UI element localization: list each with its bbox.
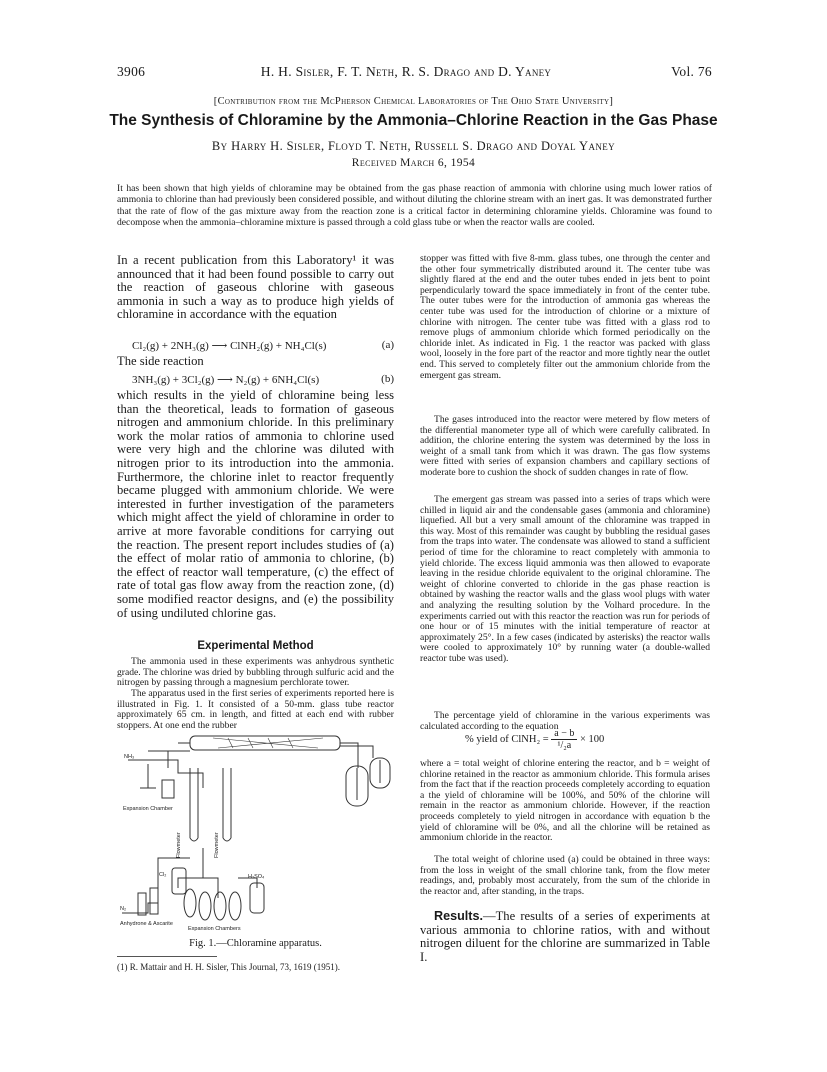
expansion-chamber [162,780,174,798]
paper-title: The Synthesis of Chloramine by the Ammonia–Chlorine Reaction in the Gas Phase [109,112,718,129]
volume: Vol. 76 [671,64,712,79]
label-anhydrone: Anhydrone & Ascarite [120,921,173,927]
label-expansion-chambers: Expansion Chambers [188,926,241,932]
label-flowmeter-1: Flowmeter [176,832,182,858]
paragraph-2: which results in the yield of chloramine being less than the theoretical, leads to formation of gaseous nitrogen and ammonium chloride. In this preliminary work the molar ratios of ammonia to chlorine used were very high and the chlorine was diluted with nitrogen prior to its introduction into the ammonia. Furthermore, the chlorine inlet to reactor frequently became plugged with ammonium chloride. We were interested in further investigation of the parameters which might affect the yield of chloramine in order to arrive at more favorable conditions for carrying out the reaction. The present report includes studies of (a) the effect of molar ratio of ammonia to chlorine, (b) the effect of reactor wall temperature, (c) the effect of rate of total gas flow away from the reaction zone, (d) some modified reactor designs, and (e) the possibility of using undiluted chlorine gas. [117,388,394,620]
page-number: 3906 [117,64,146,79]
right-paragraph-4: The percentage yield of chloramine in the various experiments was calculated according to the equation [420,710,710,732]
contribution-line: [Contribution from the McPherson Chemical Laboratories of The Ohio State University] [213,96,614,107]
right-paragraph-2: The gases introduced into the reactor were metered by flow meters of the differential manometer type all of which were carefully calibrated. In addition, the chlorine entering the system was determined by the loss in weight of a small tank from which it was drawn. The gas flow systems were fitted with series of expansion chambers and capillary sections of moderate bore to cushion the shock of sudden changes in rate of flow. [420,414,710,478]
label-expansion-chamber: Expansion Chamber [123,806,173,812]
side-reaction-text: The side reaction [117,354,204,368]
equation-a-label: (a) [381,339,394,351]
intro-paragraph: In a recent publication from this Laboratory¹ it was announced that it had been found possible to carry out the reaction of gaseous chlorine with gaseous ammonia in such a way as to produce high yields of chloramine in accordance with the equation [117,253,394,322]
footnote-rule [117,956,217,957]
equation-b-text: 3NH₃(g) + 3Cl₂(g) ⟶ N₂(g) + 6NH₄Cl(s) [132,374,320,386]
equation-a-text: Cl₂(g) + 2NH₃(g) ⟶ ClNH₂(g) + NH₄Cl(s) [132,340,327,352]
right-paragraph-6: The total weight of chlorine used (a) could be obtained in three ways: from the loss in weight of the small chlorine tank, from the flow meter readings, and, probably most accurately, from the sum of the chloride in the reactor and, after standing, in the traps. [420,854,710,897]
author-list: By Harry H. Sisler, Floyd T. Neth, Russell S. Drago and Doyal Yaney [211,139,616,153]
right-paragraph-3: The emergent gas stream was passed into a series of traps which were chilled in liquid air and the condensable gases (ammonia and chloramine) liquefied. All but a very small amount of the chloramine was trapped in this way. Most of this remainder was caught by bubbling the residual gases from the traps into water. The condensate was allowed to stand a sufficient period of time for the chloramine to react completely with ammonia to yield chloride. The excess liquid ammonia was then allowed to evaporate leaving in the residue chloride equivalent to the original chloramine. The weight of chlorine converted to chloride in the gas phase reaction is obtained by washing the reactor walls and the glass wool plugs with water and analyzing the resulting solution by the Volhard procedure. In the experiments carried out with this reactor the reaction was run for periods of one hour or of 15 minutes with the initial temperature of reactor at approximately 25°. In a few cases (indicated by asterisks) the reactor walls were cooled to approximately 10° by running water (a double-walled reactor tube was used). [420,494,710,664]
abstract: It has been shown that high yields of chloramine may be obtained from the gas phase reaction of ammonia with chlorine using much lower ratios of ammonia to chlorine than had previously been considered possible, and without diluting the chlorine stream with an inert gas. It was demonstrated further that the rate of flow of the gas mixture away from the reaction zone is a critical factor in determining chloramine yields. Chloramine was found to decompose when the ammonia–chloramine mixture is passed through a cold glass tube or when the reactor walls are cooled. [117,183,712,229]
yield-equation-fraction [551,728,577,751]
experimental-paragraph-2: The apparatus used in the first series of experiments reported here is illustrated in Fig. 1. It consisted of a 50-mm. glass tube reactor approximately 65 cm. in length, and fitted at each end with rubber stoppers. At one end the rubber [117,688,394,731]
apparatus-figure [118,728,395,933]
right-paragraph-1: stopper was fitted with five 8-mm. glass tubes, one through the center and the other four symmetrically distributed around it. The center tube was slightly flared at the end and the outer tubes ended in jets bent to point perpendicularly toward the space immediately in front of the center tube. The outer tubes were for the introduction of ammonia gas whereas the center tube was used for the introduction of chlorine or a mixture of chlorine with nitrogen. The center tube was fitted with a glass rod to remove plugs of ammonium chloride which formed periodically on the chloride inlet. As indicated in Fig. 1 the reactor was packed with glass wool, loosely in the fore part of the reactor and more tightly near the outlet end. This served to completely filter out the ammonium chloride from the emergent gas stream. [420,253,710,381]
drying-tower-1 [138,893,146,915]
received-date: Received March 6, 1954 [351,157,476,169]
right-paragraph-5: where a = total weight of chlorine entering the reactor, and b = weight of chlorine retained in the reactor as ammonium chloride. This formula arises from the fact that if the reaction proceeds completely according to equation a the yield of chloramine will be 100%, and 50% of the chlorine will remain in the reactor as ammonium chloride. However, if the reaction proceeds completely to yield nitrogen in accordance with equation b the yield of chloramine will be 0%, and all the chlorine will be retained as ammonium chloride in the reactor. [420,758,710,844]
experimental-paragraph-1: The ammonia used in these experiments was anhydrous synthetic grade. The chlorine was dried by bubbling through sulfuric acid and the nitrogen by passing through a magnesium perchlorate tower. [117,656,394,689]
yield-equation-denominator: ¹/₂a [557,740,572,751]
chlorine-cylinder [172,868,186,894]
label-cl2: Cl₂ [159,872,167,878]
yield-equation-lhs: % yield of ClNH₂ = [465,733,549,745]
footnote: (1) R. Mattair and H. H. Sisler, This Journal, 73, 1619 (1951). [117,962,340,972]
running-authors: H. H. Sisler, F. T. Neth, R. S. Drago and D. Yaney [260,64,552,79]
equation-a [132,339,394,352]
label-h2so4: H₂SO₄ [248,874,265,880]
label-flowmeter-2: Flowmeter [214,832,220,858]
equation-b [132,373,394,386]
section-heading: Experimental Method [197,640,314,652]
results-text: —The results of a series of experiments at various ammonia to chlorine ratios, with and without nitrogen diluent for the chlorine are summarized in Table I. [420,909,710,964]
results-paragraph [420,910,710,964]
equation-b-label: (b) [381,373,394,385]
yield-equation-numerator: a − b [551,728,577,740]
results-heading: Results. [434,909,483,923]
flowmeter-tubes [190,768,231,838]
yield-equation-rhs: × 100 [580,733,605,745]
yield-equation [465,728,604,751]
label-nh3: NH₃ [124,754,135,760]
figure-caption: Fig. 1.—Chloramine apparatus. [189,938,322,949]
label-n2: N₂ [120,906,127,912]
drying-tower-2 [150,888,158,914]
